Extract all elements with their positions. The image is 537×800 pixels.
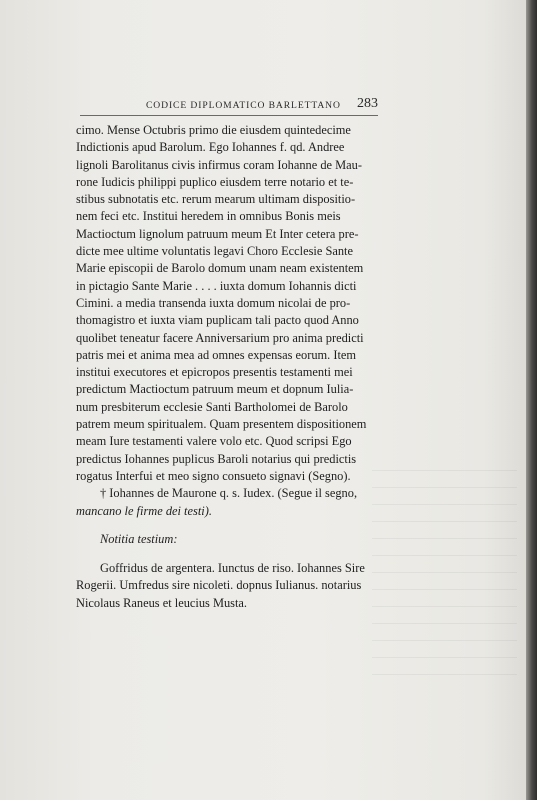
- witness-line: Goffridus de argentera. Iunctus de riso. Iohannes Sire: [100, 561, 365, 576]
- document-body: [76, 122, 382, 612]
- page-header: [82, 96, 378, 112]
- text-line: dicte mee ultime voluntatis legavi Choro Ecclesie Sante: [76, 244, 353, 259]
- text-line: cimo. Mense Octubris primo die eiusdem quintedecime: [76, 123, 351, 137]
- text-line: Cimini. a media transenda iuxta domum nicolai de pro-: [76, 295, 351, 310]
- text-line: thomagistro et iuxta viam puplicam tali pacto quod Anno: [76, 313, 359, 328]
- text-line: predictus Iohannes puplicus Baroli notarius qui predictis: [76, 451, 357, 466]
- text-line: nem feci etc. Institui heredem in omnibus Bonis meis: [76, 209, 341, 224]
- subscription-note: mancano le firme dei testi).: [76, 503, 212, 518]
- text-line: in pictagio Sante Marie . . . . iuxta domum Iohannis dicti: [76, 278, 357, 293]
- witness-heading: Notitia testium:: [100, 531, 178, 546]
- text-line: Mactioctum lignolum patruum meum Et Inter cetera pre-: [76, 226, 359, 241]
- text-line: predictum Mactioctum patruum meum et dopnum Iulia-: [76, 382, 354, 397]
- witness-line: Nicolaus Raneus et leucius Musta.: [76, 595, 248, 610]
- text-line: quolibet teneatur facere Anniversarium pro anima predicti: [76, 330, 364, 345]
- running-head: CODICE DIPLOMATICO BARLETTANO: [146, 100, 341, 111]
- text-line: Indictionis apud Barolum. Ego Iohannes f. qd. Andree: [76, 140, 345, 155]
- text-line: rogatus Interfui et meo signo consueto signavi (Segno).: [76, 468, 351, 483]
- witness-line: Rogerii. Umfredus sire nicoleti. dopnus Iulianus. notarius: [76, 578, 362, 593]
- text-line: lignoli Barolitanus civis infirmus coram Iohanne de Mau-: [76, 157, 362, 172]
- text-line: rone Iudicis philippi puplico eiusdem terre notario et te-: [76, 174, 354, 189]
- text-line: num presbiterum ecclesie Santi Bartholomei de Barolo: [76, 399, 348, 414]
- text-line: institui executores et epicropos presentis testamenti mei: [76, 365, 353, 380]
- header-rule: [80, 115, 378, 116]
- text-line: patrem meum spiritualem. Quam presentem dispositionem: [76, 417, 367, 432]
- text-line: meam Iure testamenti valere volo etc. Quod scripsi Ego: [76, 434, 352, 449]
- show-through-text: [372, 470, 517, 680]
- text-line: patris mei et anima mea ad omnes expensas eorum. Item: [76, 347, 357, 362]
- text-line: Marie episcopii de Barolo domum unam neam existentem: [76, 261, 364, 276]
- page-number: 283: [357, 96, 378, 111]
- page-edge-shadow: [526, 0, 537, 800]
- subscription-line: † Iohannes de Maurone q. s. Iudex. (Segue il segno,: [100, 486, 358, 501]
- text-line: stibus subnotatis etc. rerum mearum ultimam dispositio-: [76, 192, 356, 207]
